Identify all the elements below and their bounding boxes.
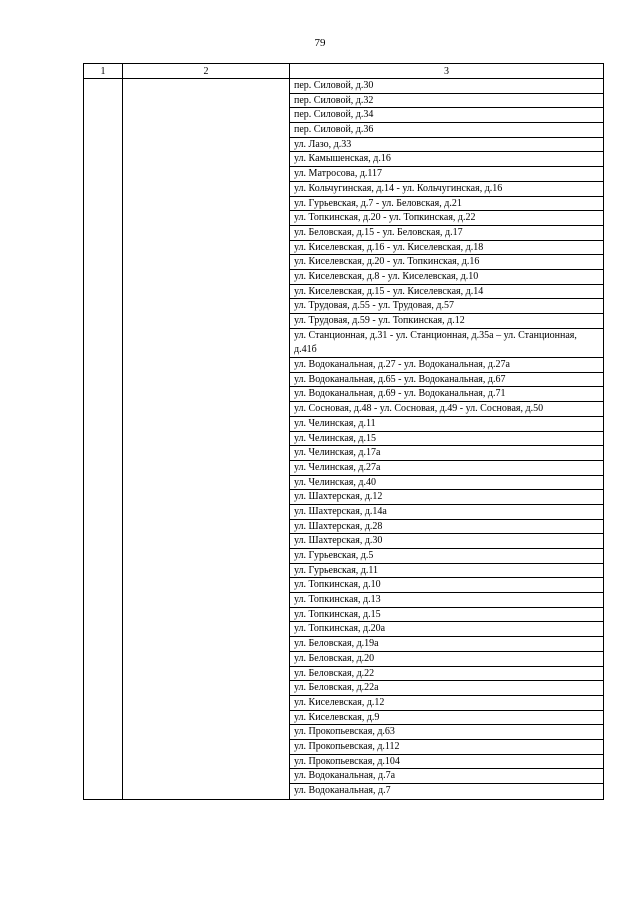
address-row: ул. Шахтерская, д.14а: [290, 505, 603, 520]
address-row: ул. Камышенская, д.16: [290, 152, 603, 167]
page-number: 79: [314, 37, 326, 49]
address-row: ул. Топкинская, д.15: [290, 608, 603, 623]
address-row: ул. Беловская, д.22а: [290, 681, 603, 696]
address-row: ул. Киселевская, д.15 - ул. Киселевская, д.14: [290, 285, 603, 300]
address-row: пер. Силовой, д.32: [290, 94, 603, 109]
address-row: пер. Силовой, д.30: [290, 79, 603, 94]
address-row: ул. Киселевская, д.8 - ул. Киселевская, д.10: [290, 270, 603, 285]
address-row: ул. Прокопьевская, д.112: [290, 740, 603, 755]
address-row: ул. Гурьевская, д.5: [290, 549, 603, 564]
address-row: ул. Сосновая, д.48 - ул. Сосновая, д.49 - ул. Сосновая, д.50: [290, 402, 603, 417]
address-row: ул. Водоканальная, д.27 - ул. Водоканальная, д.27а: [290, 358, 603, 373]
address-row: ул. Топкинская, д.20 - ул. Топкинская, д.22: [290, 211, 603, 226]
address-row: ул. Матросова, д.117: [290, 167, 603, 182]
address-row: ул. Беловская, д.15 - ул. Беловская, д.17: [290, 226, 603, 241]
address-row: ул. Прокопьевская, д.63: [290, 725, 603, 740]
header-col-1: 1: [84, 64, 123, 79]
address-row: ул. Прокопьевская, д.104: [290, 755, 603, 770]
address-row: ул. Гурьевская, д.11: [290, 564, 603, 579]
address-row: ул. Топкинская, д.10: [290, 578, 603, 593]
address-row: ул. Челинская, д.15: [290, 432, 603, 447]
address-row: ул. Челинская, д.17а: [290, 446, 603, 461]
header-col-2: 2: [123, 64, 290, 79]
table-header-row: [84, 64, 604, 79]
address-row: ул. Киселевская, д.9: [290, 711, 603, 726]
address-row: ул. Топкинская, д.20а: [290, 622, 603, 637]
address-row: ул. Шахтерская, д.30: [290, 534, 603, 549]
address-row: ул. Киселевская, д.12: [290, 696, 603, 711]
address-row: пер. Силовой, д.36: [290, 123, 603, 138]
address-row: ул. Водоканальная, д.7а: [290, 769, 603, 784]
address-row: ул. Водоканальная, д.7: [294, 785, 391, 797]
address-row: ул. Трудовая, д.59 - ул. Топкинская, д.12: [290, 314, 603, 329]
address-row: ул. Лазо, д.33: [290, 138, 603, 153]
address-row: ул. Шахтерская, д.28: [290, 520, 603, 535]
header-col-3: 3: [290, 64, 604, 79]
address-row: ул. Трудовая, д.55 - ул. Трудовая, д.57: [290, 299, 603, 314]
address-list: [290, 79, 603, 799]
address-row: ул. Шахтерская, д.12: [290, 490, 603, 505]
cell-col-2: [123, 79, 290, 800]
address-row: ул. Челинская, д.11: [290, 417, 603, 432]
address-row: ул. Беловская, д.19а: [290, 637, 603, 652]
cell-col-3-address-list: [290, 79, 604, 800]
address-row: ул. Челинская, д.27а: [290, 461, 603, 476]
address-row: ул. Беловская, д.20: [290, 652, 603, 667]
address-row: ул. Киселевская, д.20 - ул. Топкинская, д.16: [290, 255, 603, 270]
address-row: ул. Киселевская, д.16 - ул. Киселевская, д.18: [290, 241, 603, 256]
address-row: ул. Водоканальная, д.65 - ул. Водоканальная, д.67: [290, 373, 603, 388]
address-row: ул. Станционная, д.31 - ул. Станционная, д.35а – ул. Станционная, д.41б: [290, 329, 603, 358]
address-row: пер. Силовой, д.34: [290, 108, 603, 123]
table-row: [84, 79, 604, 800]
address-row: ул. Топкинская, д.13: [290, 593, 603, 608]
address-row: ул. Гурьевская, д.7 - ул. Беловская, д.21: [290, 197, 603, 212]
address-row: ул. Водоканальная, д.69 - ул. Водоканальная, д.71: [290, 387, 603, 402]
address-table: [83, 63, 604, 800]
address-row: ул. Челинская, д.40: [290, 476, 603, 491]
cell-col-1: [84, 79, 123, 800]
address-row: ул. Кольчугинская, д.14 - ул. Кольчугинская, д.16: [290, 182, 603, 197]
address-row: ул. Беловская, д.22: [290, 667, 603, 682]
